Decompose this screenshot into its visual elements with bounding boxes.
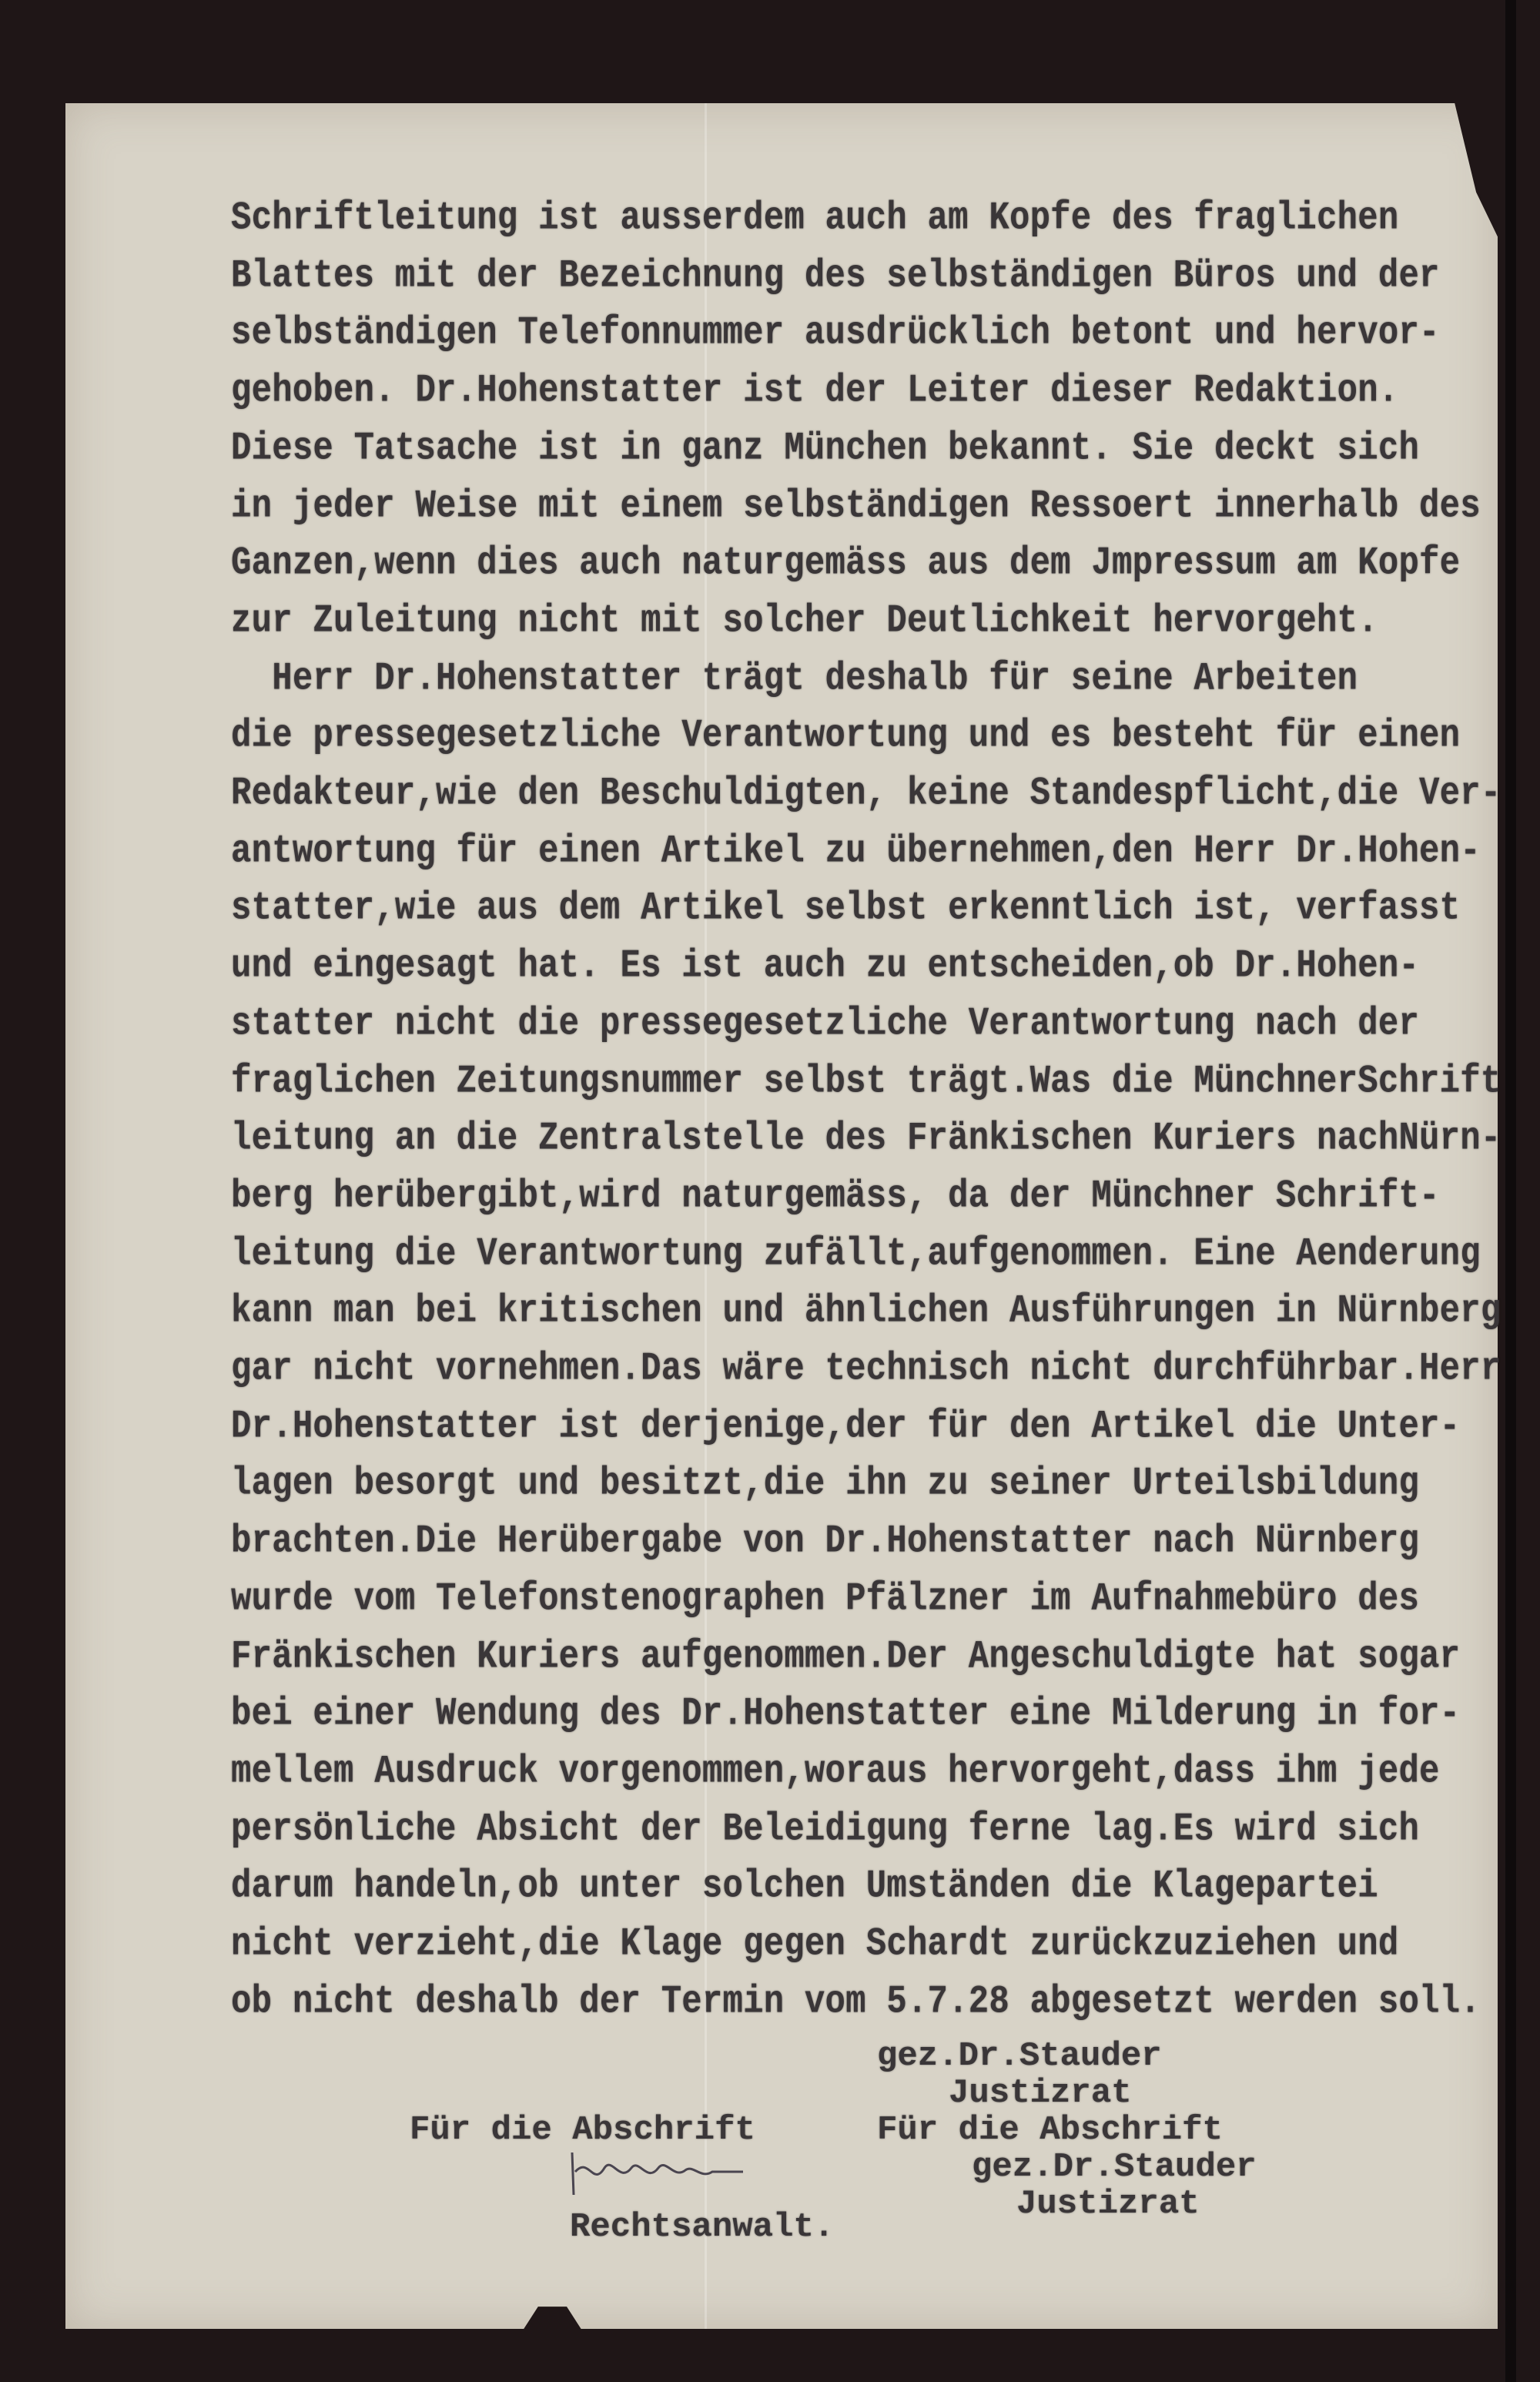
text-line: und eingesagt hat. Es ist auch zu entscheiden,ob Dr.Hohen-: [231, 944, 1420, 989]
copy-label-left: Für die Abschrift: [410, 2111, 755, 2149]
text-line: gehoben. Dr.Hohenstatter ist der Leiter dieser Redaktion.: [231, 369, 1399, 414]
scan-border: [1505, 0, 1516, 2382]
text-line: bei einer Wendung des Dr.Hohenstatter eine Milderung in for-: [231, 1692, 1461, 1737]
text-line: die pressegesetzliche Verantwortung und es besteht für einen: [231, 714, 1461, 759]
text-line: statter,wie aus dem Artikel selbst erkenntlich ist, verfasst: [231, 886, 1461, 932]
text-line: Schriftleitung ist ausserdem auch am Kopfe des fraglichen: [231, 196, 1399, 241]
text-line: Redakteur,wie den Beschuldigten, keine Standespflicht,die Ver-: [231, 772, 1502, 816]
text-line: brachten.Die Herübergabe von Dr.Hohenstatter nach Nürnberg: [231, 1519, 1420, 1564]
text-line: wurde vom Telefonstenographen Pfälzner im Aufnahmebüro des: [231, 1577, 1420, 1622]
text-line: Herr Dr.Hohenstatter trägt deshalb für seine Arbeiten: [231, 656, 1358, 702]
signed-name: gez.Dr.Stauder: [877, 2037, 1162, 2075]
text-line: berg herübergibt,wird naturgemäss, da der Münchner Schrift-: [231, 1174, 1440, 1219]
signed-title-2: Justizrat: [1016, 2185, 1200, 2223]
text-line: Fränkischen Kuriers aufgenommen.Der Angeschuldigte hat sogar: [231, 1634, 1461, 1680]
text-line: darum handeln,ob unter solchen Umständen die Klagepartei: [231, 1864, 1378, 1910]
text-line: statter nicht die pressegesetzliche Verantwortung nach der: [231, 1002, 1420, 1047]
copy-label-right: Für die Abschrift: [877, 2111, 1223, 2149]
text-line: leitung die Verantwortung zufällt,aufgenommen. Eine Aenderung: [231, 1231, 1481, 1277]
handwritten-signature: [566, 2149, 774, 2203]
text-line: in jeder Weise mit einem selbständigen Ressoert innerhalb des: [231, 484, 1481, 529]
text-line: mellem Ausdruck vorgenommen,woraus hervorgeht,dass ihm jede: [231, 1750, 1440, 1794]
signed-title: Justizrat: [949, 2074, 1132, 2112]
text-line: ob nicht deshalb der Termin vom 5.7.28 abgesetzt werden soll.: [231, 1979, 1481, 2025]
text-line: leitung an die Zentralstelle des Fränkischen Kuriers nachNürn-: [231, 1117, 1502, 1161]
text-line: kann man bei kritischen und ähnlichen Ausführungen in Nürnberg: [231, 1289, 1502, 1335]
text-line: lagen besorgt und besitzt,die ihn zu seiner Urteilsbildung: [231, 1462, 1420, 1507]
text-line: persönliche Absicht der Beleidigung ferne lag.Es wird sich: [231, 1807, 1420, 1852]
text-line: Diese Tatsache ist in ganz München bekannt. Sie deckt sich: [231, 427, 1420, 471]
text-line: Dr.Hohenstatter ist derjenige,der für den Artikel die Unter-: [231, 1404, 1461, 1449]
text-line: Ganzen,wenn dies auch naturgemäss aus dem Jmpressum am Kopfe: [231, 541, 1461, 586]
text-line: gar nicht vornehmen.Das wäre technisch nicht durchführbar.Herr: [231, 1347, 1502, 1392]
text-line: fraglichen Zeitungsnummer selbst trägt.Was die MünchnerSchrift: [231, 1059, 1502, 1104]
lawyer-title: Rechtsanwalt.: [570, 2208, 835, 2246]
text-line: Blattes mit der Bezeichnung des selbständigen Büros und der: [231, 253, 1440, 299]
signed-name-2: gez.Dr.Stauder: [972, 2148, 1257, 2186]
text-line: nicht verzieht,die Klage gegen Schardt zurückzuziehen und: [231, 1922, 1399, 1967]
text-line: zur Zuleitung nicht mit solcher Deutlichkeit hervorgeht.: [231, 599, 1378, 644]
text-line: antwortung für einen Artikel zu übernehmen,den Herr Dr.Hohen-: [231, 829, 1481, 874]
text-line: selbständigen Telefonnummer ausdrücklich betont und hervor-: [231, 311, 1440, 357]
